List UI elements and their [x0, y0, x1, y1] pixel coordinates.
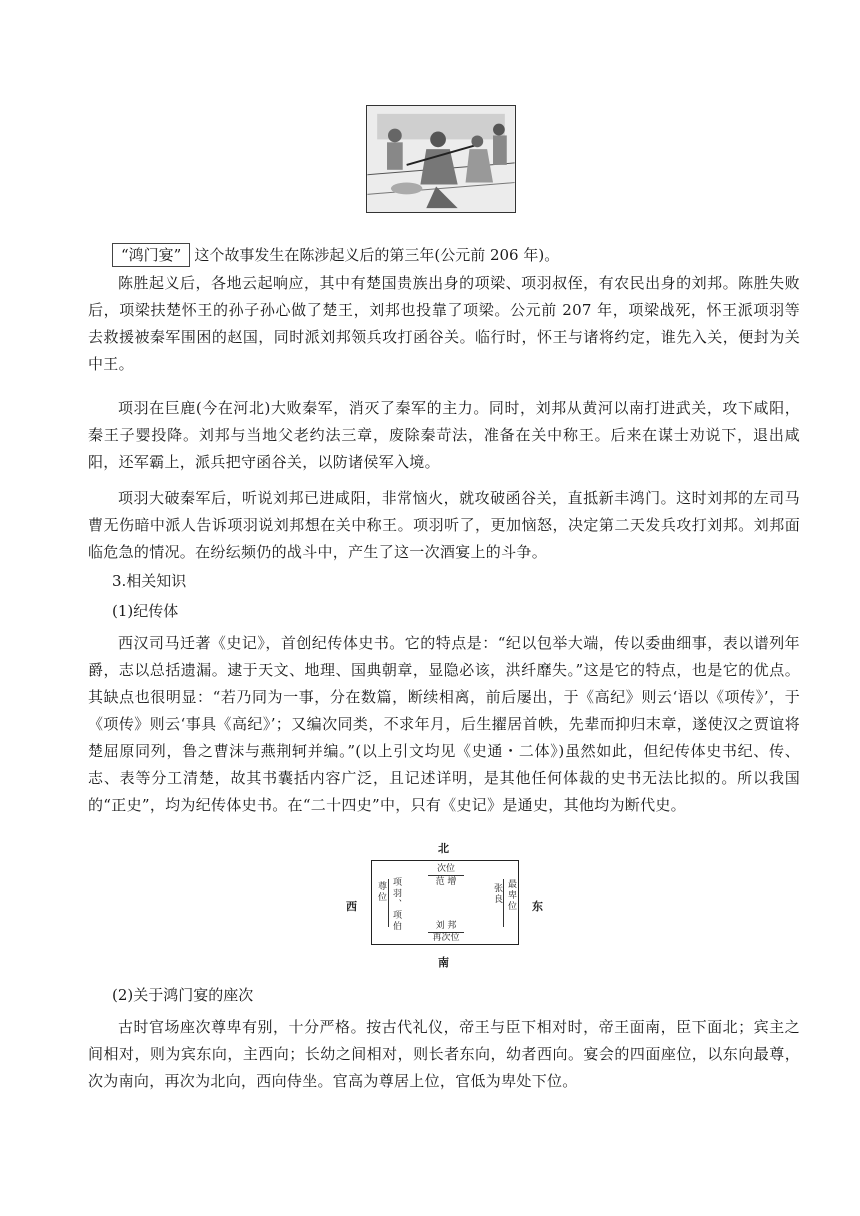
- seating-room: [371, 860, 519, 945]
- compass-east: 东: [532, 900, 543, 913]
- compass-north: 北: [438, 842, 449, 855]
- section-heading-related-knowledge: 3.相关知识: [112, 572, 187, 590]
- seat-top-divider: [428, 875, 464, 876]
- subheading-seating-order: (2)关于鸿门宴的座次: [112, 986, 254, 1004]
- seat-bottom-rank: 再次位: [432, 933, 460, 943]
- compass-west: 西: [346, 900, 357, 913]
- seat-east-divider: [503, 879, 504, 927]
- seat-top-name: 范 增: [435, 877, 457, 887]
- paragraph-background-3: 项羽大破秦军后，听说刘邦已进咸阳，非常恼火，就攻破函谷关，直抵新丰鸿门。这时刘邦的左司马曹无伤暗中派人告诉项羽说刘邦想在关中称王。项羽听了，更加恼怒，决定第二天发兵攻打刘邦。刘邦面临危急的情况。在纷纭频仍的战斗中，产生了这一次酒宴上的斗争。: [88, 489, 800, 561]
- subheading-biographical-style: (1)纪传体: [112, 602, 179, 620]
- seat-bottom-name: 刘 邦: [435, 921, 457, 931]
- caption-text: 这个故事发生在陈涉起义后的第三年(公元前 206 年)。: [194, 246, 560, 264]
- illustration-caption: [112, 242, 559, 268]
- paragraph-seating-order: 古时官场座次尊卑有别，十分严格。按古代礼仪，帝王与臣下相对时，帝王面南，臣下面北；宾主之间相对，则为宾东向，主西向；长幼之间相对，则长者东向，幼者西向。宴会的四面座位，以东向最尊，次为南向，再次为北向，西向侍坐。官高为尊居上位，官低为卑处下位。: [88, 1018, 800, 1090]
- paragraph-background-2: 项羽在巨鹿(今在河北)大败秦军，消灭了秦军的主力。同时，刘邦从黄河以南打进武关，攻下咸阳，秦王子婴投降。刘邦与当地父老约法三章，废除秦苛法，准备在关中称王。后来在谋士劝说下，退出咸阳，还军霸上，派兵把守函谷关，以防诸侯军入境。: [88, 399, 800, 471]
- paragraph-biographical-style: 西汉司马迁著《史记》，首创纪传体史书。它的特点是：“纪以包举大端，传以委曲细事，表以谱列年爵，志以总括遗漏。逮于天文、地理、国典朝章，显隐必该，洪纤靡失。”这是它的特点，也是它的优点。其缺点也很明显：“若乃同为一事，分在数篇，断续相离，前后屡出，于《高纪》则云‘语以《项传》’，于《项传》则云‘事具《高纪》’；又编次同类，不求年月，后生擢居首帙，先辈而抑归末章，遂使汉之贾谊将楚屈原同列，鲁之曹沫与燕荆轲并编。”(以上引文均见《史通・二体》)虽然如此，但纪传体史书纪、传、志、表等分工清楚，故其书囊括内容广泛，且记述详明，是其他任何体裁的史书无法比拟的。所以我国的“正史”，均为纪传体史书。在“二十四史”中，只有《史记》是通史，其他均为断代史。: [88, 634, 800, 814]
- caption-title-box: “鸿门宴”: [112, 243, 190, 267]
- paragraph-background-1: 陈胜起义后，各地云起响应，其中有楚国贵族出身的项梁、项羽叔侄，有农民出身的刘邦。陈胜失败后，项梁扶楚怀王的孙子孙心做了楚王，刘邦也投靠了项梁。公元前 207 年，项梁战死，怀王派项羽等去救援被秦军围困的赵国，同时派刘邦领兵攻打函谷关。临行时，怀王与诸将约定，谁先入关，便封为关中王。: [88, 274, 800, 373]
- hongmen-banquet-illustration: [366, 105, 516, 213]
- compass-south: 南: [438, 956, 449, 969]
- seat-top-rank: 次位: [436, 864, 455, 874]
- seat-west-names: 项羽、项伯: [391, 877, 401, 932]
- seating-diagram: [344, 836, 544, 970]
- seat-west-divider: [388, 879, 389, 927]
- seat-east-rank: 最卑位: [506, 879, 516, 912]
- seat-west-rank: 尊位: [376, 881, 386, 903]
- seat-east-name: 张良: [492, 883, 502, 905]
